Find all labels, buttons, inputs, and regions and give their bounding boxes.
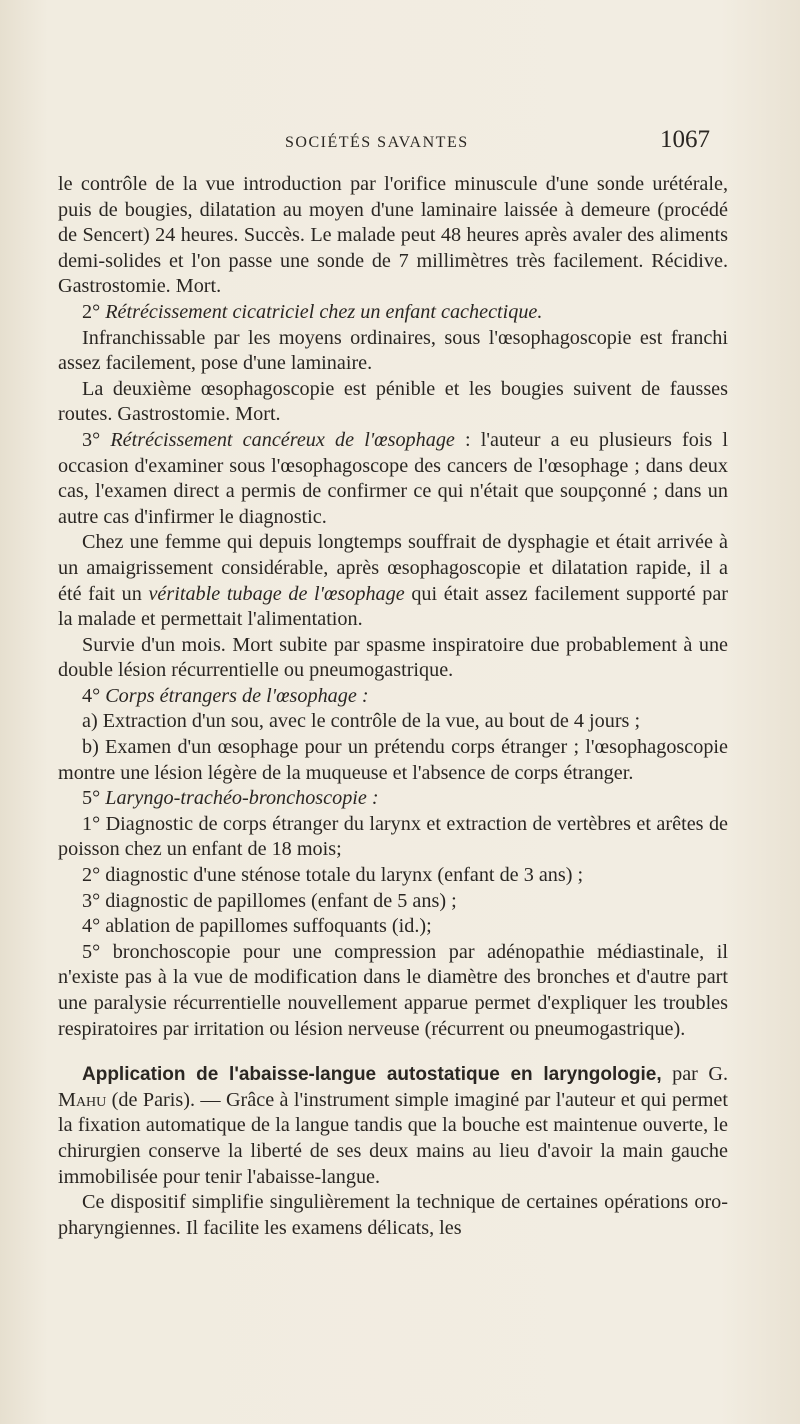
section-heading — [58, 684, 728, 710]
list-item: 4° ablation de papillomes suffoquants (id.); — [82, 915, 432, 938]
page-number: 1067 — [660, 126, 710, 153]
article-paragraph — [58, 1062, 728, 1190]
section-title: Rétrécissement cicatriciel chez un enfant cachectique. — [105, 300, 543, 323]
section-number: 3° — [82, 428, 101, 451]
article-title-suffix: par — [661, 1063, 698, 1086]
section-title: Rétrécissement cancéreux de l'œsophage — [110, 428, 455, 451]
paragraph: le contrôle de la vue introduction par l'orifice minuscule d'une sonde urétérale, puis de bougies, dilatation au moyen d'une laminaire laissée à demeure (procédé de Sencert) 24 heures. Succès. Le malade peut 48 heures après avaler des aliments demi-solides et l'on passe une sonde de 7 millimètres très facilement. Récidive. Gastrostomie. Mort. — [58, 173, 728, 298]
list-item: 2° diagnostic d'une sténose totale du larynx (enfant de 3 ans) ; — [82, 864, 584, 887]
paragraph — [58, 428, 728, 530]
section-title: Corps étrangers de l'œsophage : — [105, 684, 369, 707]
paragraph-text: : l'auteur a eu plusieurs fois l occasion d'examiner sous l'œsophagoscope des cancers de l'œsophage ; dans deux cas, l'examen direct a permis de confirmer ce qui n'était que soupçonné ; dans un autre cas d'infirmer le diagnostic. — [58, 428, 729, 528]
list-item: 1° Diagnostic de corps étranger du larynx et extraction de vertèbres et arêtes de poisson chez un enfant de 18 mois; — [58, 812, 728, 861]
article-author: G. Mahu — [58, 1063, 729, 1111]
running-head: SOCIÉTÉS SAVANTES — [285, 134, 469, 151]
section-heading — [58, 300, 728, 326]
page-header — [60, 126, 720, 162]
paragraph: La deuxième œsophagoscopie est pénible et les bougies suivent de fausses routes. Gastrostomie. Mort. — [58, 377, 728, 426]
list-item: b) Examen d'un œsophage pour un prétendu corps étranger ; l'œsophagoscopie montre une lésion légère de la muqueuse et l'absence de corps étranger. — [58, 736, 728, 784]
paragraph: Survie d'un mois. Mort subite par spasme inspiratoire due probablement à une double lésion récurrentielle ou pneumogastrique. — [58, 633, 728, 682]
article-title: Application de l'abaisse-langue autostatique en laryngologie, — [82, 1064, 662, 1086]
article-text: (de Paris). — Grâce à l'instrument simple imaginé par l'auteur et qui permet la fixation automatique de la langue tandis que la bouche est maintenue ouverte, le chirurgien conserve la liberté de ses deux mains au lieu d'avoir la main gauche immobilisée pour tenir l'abaisse-langue. — [58, 1088, 728, 1188]
paragraph-text: Chez une femme qui depuis longtemps souffrait de dysphagie et était arrivée à un amaigrissement considérable, après œsophagoscopie et dilatation rapide, il a été fait un — [58, 531, 728, 605]
emphasis: véritable tubage de l'œsophage — [148, 582, 405, 605]
section-number: 2° — [82, 300, 101, 323]
article-paragraph: Ce dispositif simplifie singulièrement la technique de certaines opérations oro-pharyngiennes. Il facilite les examens délicats, les — [58, 1191, 728, 1239]
section-heading — [58, 786, 728, 812]
article-body — [58, 172, 728, 1241]
list-item: a) Extraction d'un sou, avec le contrôle de la vue, au bout de 4 jours ; — [82, 710, 641, 733]
section-title: Laryngo-trachéo-bronchoscopie : — [105, 787, 379, 810]
paragraph-text: qui était assez facilement supporté par la malade et permettait l'alimentation. — [58, 582, 728, 631]
section-number: 4° — [82, 684, 101, 707]
list-item: 3° diagnostic de papillomes (enfant de 5 ans) ; — [82, 889, 457, 912]
section-number: 5° — [82, 787, 101, 810]
paragraph: Infranchissable par les moyens ordinaires, sous l'œsophagoscopie est franchi assez facilement, pose d'une laminaire. — [58, 326, 728, 375]
paragraph — [58, 530, 728, 632]
list-item: 5° bronchoscopie pour une compression par adénopathie médiastinale, il n'existe pas à la vue de modification dans le diamètre des bronches et d'autre part une paralysie récurrentielle nouvellement apparue permet d'expliquer les troubles respiratoires par irritation ou lésion nerveuse (récurrent ou pneumogastrique). — [58, 940, 728, 1040]
